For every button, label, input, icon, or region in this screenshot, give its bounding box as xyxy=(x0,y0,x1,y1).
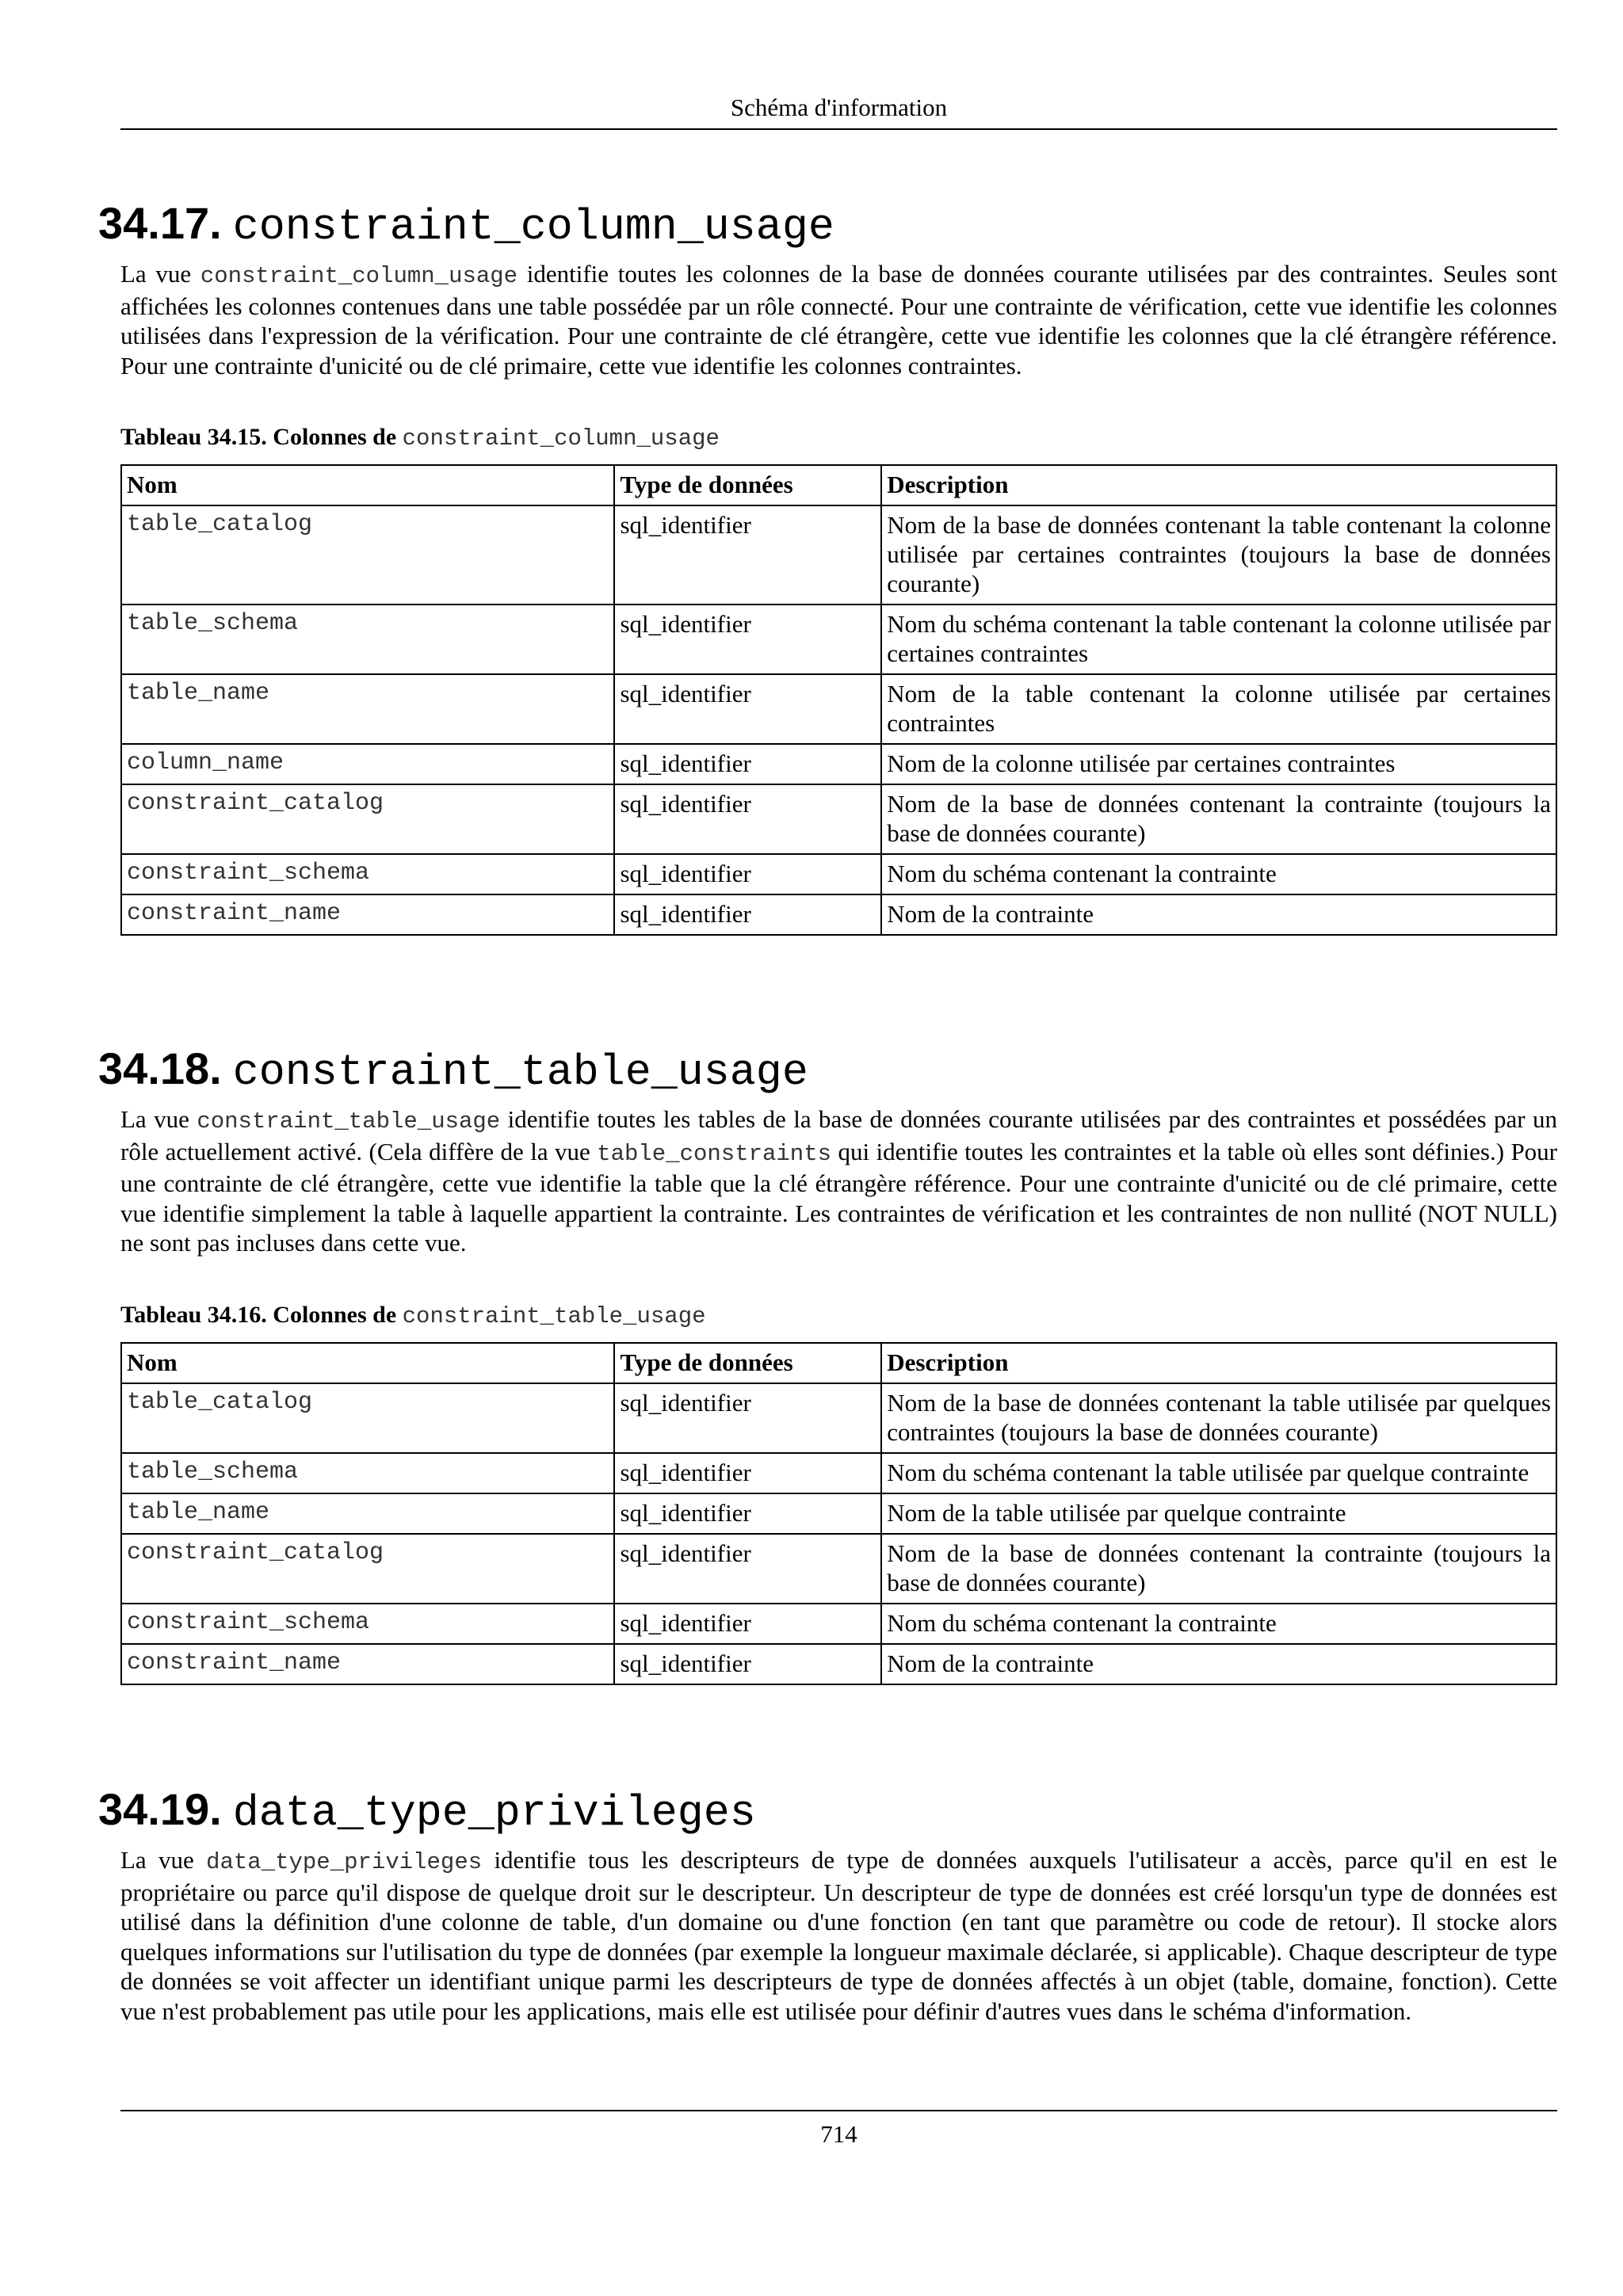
table-row xyxy=(121,1383,1556,1453)
cell-description: Nom du schéma contenant la contrainte xyxy=(881,854,1556,894)
page-number: 714 xyxy=(820,2120,857,2148)
table-caption xyxy=(120,421,1557,455)
section-paragraph xyxy=(120,1104,1557,1258)
section-name: data_type_privileges xyxy=(232,1788,756,1838)
paragraph-text: La vue xyxy=(120,260,200,288)
cell-nom: table_schema xyxy=(121,1453,614,1493)
table-row xyxy=(121,1534,1556,1604)
cell-nom: table_name xyxy=(121,1493,614,1534)
table-row xyxy=(121,784,1556,854)
table-caption xyxy=(120,1299,1557,1333)
cell-description: Nom de la table utilisée par quelque contrainte xyxy=(881,1493,1556,1534)
cell-nom: constraint_catalog xyxy=(121,1534,614,1604)
paragraph-text: qui identifie toutes les contraintes et la table où elles sont définies.) Pour une contrainte de clé étrangère, cette vue identifie la table que la clé étrangère référence. Pour une contrainte d'unicité ou de clé primaire, cette vue identifie simplement la table à laquelle appartient la contrainte. Les contraintes de vérification et les contraintes de non nullité (NOT NULL) ne sont pas incluses dans cette vue. xyxy=(120,1137,1558,1257)
paragraph-text: La vue xyxy=(120,1105,197,1133)
cell-description: Nom du schéma contenant la table contenant la colonne utilisée par certaines contraintes xyxy=(881,605,1556,674)
caption-label: Tableau 34.16. Colonnes de xyxy=(120,1301,403,1328)
section-title xyxy=(98,196,1557,254)
table-header-row xyxy=(121,1343,1556,1383)
cell-type: sql_identifier xyxy=(614,1493,881,1534)
cell-type: sql_identifier xyxy=(614,1453,881,1493)
footer-rule xyxy=(120,2110,1557,2111)
cell-nom: table_schema xyxy=(121,605,614,674)
header-cell-type: Type de données xyxy=(614,1343,881,1383)
paragraph-text: identifie toutes les colonnes de la base de données courante utilisées par des contraintes. Seules sont affichées les colonnes contenues dans une table possédée par un rôle connecté. Pour une contrainte de vérification, cette vue identifie les colonnes utilisées dans l'expression de la vérification. Pour une contrainte de clé étrangère, cette vue identifie les colonnes que la clé étrangère référence. Pour une contrainte d'unicité ou de clé primaire, cette vue identifie les colonnes contraintes. xyxy=(120,260,1557,379)
table-row xyxy=(121,744,1556,784)
section-number: 34.19. xyxy=(98,1784,222,1834)
cell-nom: constraint_catalog xyxy=(121,784,614,854)
table-row xyxy=(121,1453,1556,1493)
paragraph-text: identifie tous les descripteurs de type de données auxquels l'utilisateur a accès, parce qu'il en est le propriétaire ou parce qu'il dispose de quelque droit sur le descripteur. Un descripteur de type de données est créé lorsqu'un type de données est utilisé dans la définition d'une colonne de table, d'un domaine ou d'une fonction (en tant que paramètre ou code de retour). Il stocke alors quelques informations sur l'utilisation du type de données (par exemple la longueur maximale déclarée, si applicable). Chaque descripteur de type de données se voit affecter un identifiant unique parmi les descripteurs de type de données affectés à un objet (table, domaine, fonction). Cette vue n'est probablement pas utile pour les applications, mais elle est utilisée pour définir d'autres vues dans le schéma d'information. xyxy=(120,1846,1557,2025)
cell-description: Nom de la base de données contenant la contrainte (toujours la base de données courante) xyxy=(881,784,1556,854)
section-paragraph xyxy=(120,259,1557,380)
header-cell-description: Description xyxy=(881,1343,1556,1383)
header-cell-nom: Nom xyxy=(121,465,614,505)
inline-code: table_constraints xyxy=(597,1140,832,1167)
cell-type: sql_identifier xyxy=(614,674,881,744)
header-cell-description: Description xyxy=(881,465,1556,505)
cell-nom: constraint_schema xyxy=(121,1604,614,1644)
cell-description: Nom de la contrainte xyxy=(881,1644,1556,1684)
paragraph-text: La vue xyxy=(120,1846,207,1874)
cell-type: sql_identifier xyxy=(614,1534,881,1604)
inline-code: constraint_column_usage xyxy=(200,263,518,289)
cell-type: sql_identifier xyxy=(614,1383,881,1453)
cell-nom: table_catalog xyxy=(121,1383,614,1453)
table-row xyxy=(121,505,1556,605)
cell-description: Nom de la contrainte xyxy=(881,894,1556,935)
section-name: constraint_column_usage xyxy=(232,202,834,252)
cell-type: sql_identifier xyxy=(614,894,881,935)
header-cell-nom: Nom xyxy=(121,1343,614,1383)
paragraph-text: identifie toutes les tables de la base de données courante utilisées par des contraintes et possédées par un rôle actuellement activé. (Cela diffère de la vue xyxy=(120,1105,1557,1165)
caption-code: constraint_column_usage xyxy=(402,425,720,452)
table-row xyxy=(121,1493,1556,1534)
section-title xyxy=(98,1042,1557,1100)
cell-description: Nom de la base de données contenant la table contenant la colonne utilisée par certaines contraintes (toujours la base de données courante) xyxy=(881,505,1556,605)
section-paragraph xyxy=(120,1845,1557,2026)
running-header: Schéma d'information xyxy=(730,93,948,121)
cell-nom: constraint_name xyxy=(121,894,614,935)
cell-nom: table_catalog xyxy=(121,505,614,605)
table-header-row xyxy=(121,465,1556,505)
cell-type: sql_identifier xyxy=(614,1644,881,1684)
cell-type: sql_identifier xyxy=(614,505,881,605)
table-row xyxy=(121,854,1556,894)
caption-code: constraint_table_usage xyxy=(402,1302,706,1329)
header-cell-type: Type de données xyxy=(614,465,881,505)
table-row xyxy=(121,605,1556,674)
section-name: constraint_table_usage xyxy=(232,1047,808,1097)
cell-nom: table_name xyxy=(121,674,614,744)
section-title xyxy=(98,1783,1557,1840)
cell-description: Nom de la table contenant la colonne utilisée par certaines contraintes xyxy=(881,674,1556,744)
cell-type: sql_identifier xyxy=(614,1604,881,1644)
section-data-type-privileges xyxy=(98,1783,1557,2026)
section-number: 34.18. xyxy=(98,1043,222,1093)
cell-description: Nom du schéma contenant la contrainte xyxy=(881,1604,1556,1644)
cell-type: sql_identifier xyxy=(614,854,881,894)
columns-table xyxy=(120,1342,1557,1685)
cell-type: sql_identifier xyxy=(614,744,881,784)
table-row xyxy=(121,1644,1556,1684)
cell-type: sql_identifier xyxy=(614,605,881,674)
inline-code: data_type_privileges xyxy=(206,1849,483,1875)
columns-table xyxy=(120,464,1557,936)
table-row xyxy=(121,894,1556,935)
table-row xyxy=(121,1604,1556,1644)
inline-code: constraint_table_usage xyxy=(197,1108,501,1135)
section-constraint-table-usage xyxy=(98,1042,1558,1685)
cell-description: Nom de la colonne utilisée par certaines contraintes xyxy=(881,744,1556,784)
section-number: 34.17. xyxy=(98,198,222,248)
cell-description: Nom du schéma contenant la table utilisée par quelque contrainte xyxy=(881,1453,1556,1493)
cell-nom: constraint_name xyxy=(121,1644,614,1684)
cell-type: sql_identifier xyxy=(614,784,881,854)
cell-description: Nom de la base de données contenant la contrainte (toujours la base de données courante) xyxy=(881,1534,1556,1604)
section-constraint-column-usage xyxy=(98,196,1557,936)
header-rule xyxy=(120,128,1557,130)
caption-label: Tableau 34.15. Colonnes de xyxy=(120,424,403,450)
cell-description: Nom de la base de données contenant la table utilisée par quelques contraintes (toujours la base de données courante) xyxy=(881,1383,1556,1453)
cell-nom: constraint_schema xyxy=(121,854,614,894)
table-row xyxy=(121,674,1556,744)
cell-nom: column_name xyxy=(121,744,614,784)
